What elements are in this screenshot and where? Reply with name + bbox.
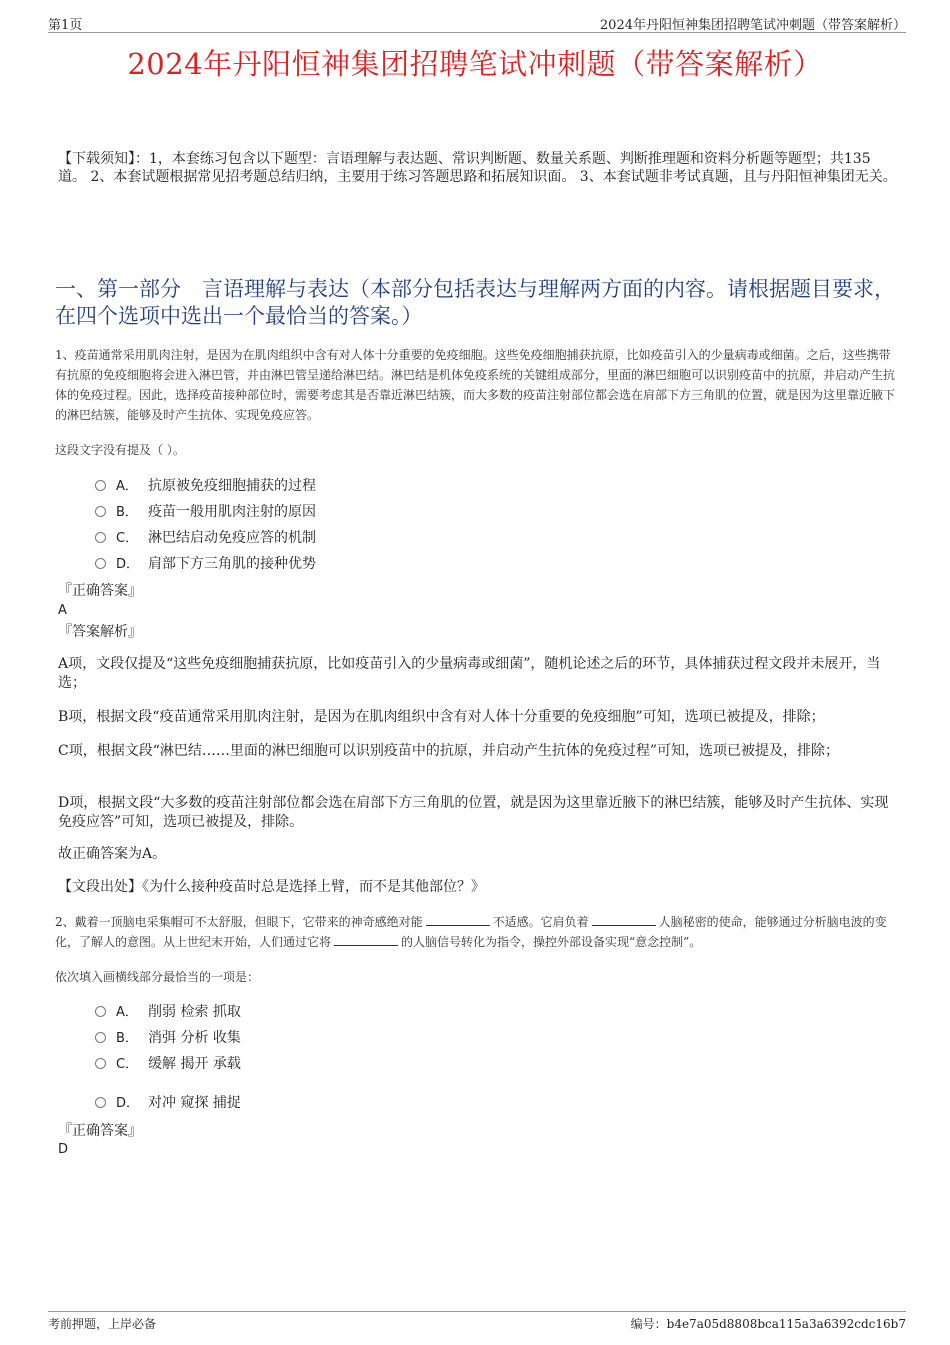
page-footer — [48, 1311, 906, 1331]
q2-answer: D — [58, 1142, 69, 1157]
page-number: 第1页 — [48, 18, 83, 33]
section-heading: 一、第一部分 言语理解与表达（本部分包括表达与理解两方面的内容。请根据题目要求，在四个选项中选出一个最恰当的答案。） — [55, 277, 895, 328]
q2-passage: 2、戴着一顶脑电采集帽可不太舒服，但眼下，它带来的神奇感绝对能 不适感。它肩负着 人脑秘密的使命，能够通过分析脑电波的变化，了解人的意图。从上世纪末开始，人们通过它将 的人脑信号转化为指令，操控外部设备实现“意念控制”。 — [55, 915, 887, 949]
header-doc-title: 2024年丹阳恒神集团招聘笔试冲刺题（带答案解析） — [599, 18, 906, 33]
footer-doc-id: 编号：b4e7a05d8808bca115a3a6392cdc16b7 — [630, 1317, 906, 1331]
q1-option-d[interactable]: D． 肩部下方三角肌的接种优势 — [95, 555, 316, 574]
fill-blank — [592, 913, 656, 926]
q2-stem: 依次填入画横线部分最恰当的一项是： — [55, 970, 260, 984]
q1-stem: 这段文字没有提及（ ）。 — [55, 443, 185, 457]
radio-icon[interactable] — [95, 506, 106, 517]
q2-option-b[interactable]: B． 消弭 分析 收集 — [95, 1029, 241, 1048]
q1-source: 【文段出处】《为什么接种疫苗时总是选择上臂，而不是其他部位？》 — [58, 879, 485, 895]
q1-analysis-d: D项，根据文段“大多数的疫苗注射部位都会选在肩部下方三角肌的位置，就是因为这里靠近腋下的淋巴结簇，能够及时产生抗体、实现免疫应答”可知，选项已被提及，排除。 — [58, 795, 889, 830]
radio-icon[interactable] — [95, 532, 106, 543]
q1-conclusion: 故正确答案为A。 — [58, 846, 167, 862]
fill-blank — [334, 933, 398, 946]
radio-icon[interactable] — [95, 1097, 106, 1108]
q1-answer-label: 『正确答案』 — [58, 583, 142, 599]
radio-icon[interactable] — [95, 1032, 106, 1043]
page-title: 2024年丹阳恒神集团招聘笔试冲刺题（带答案解析） — [127, 47, 823, 81]
q1-option-b[interactable]: B． 疫苗一般用肌肉注射的原因 — [95, 503, 316, 522]
radio-icon[interactable] — [95, 1058, 106, 1069]
q2-option-c[interactable]: C． 缓解 揭开 承载 — [95, 1055, 241, 1074]
footer-slogan: 考前押题，上岸必备 — [48, 1317, 157, 1331]
radio-icon[interactable] — [95, 1006, 106, 1017]
q1-analysis-label: 『答案解析』 — [58, 624, 142, 640]
q2-option-d[interactable]: D． 对冲 窥探 捕捉 — [95, 1094, 241, 1113]
q2-answer-label: 『正确答案』 — [58, 1123, 142, 1139]
q2-option-a[interactable]: A． 削弱 检索 抓取 — [95, 1003, 241, 1022]
q1-passage: 1、疫苗通常采用肌肉注射，是因为在肌肉组织中含有对人体十分重要的免疫细胞。这些免疫细胞捕获抗原，比如疫苗引入的少量病毒或细菌。之后，这些携带有抗原的免疫细胞将会进入淋巴管，并由淋巴管呈递给淋巴结。淋巴结是机体免疫系统的关键组成部分，里面的淋巴细胞可以识别疫苗中的抗原，并启动产生抗体的免疫过程。因此，选择疫苗接种部位时，需要考虑其是否靠近淋巴结簇，而大多数的疫苗注射部位都会选在肩部下方三角肌的位置，就是因为这里靠近腋下的淋巴结簇，能够及时产生抗体、实现免疫应答。 — [55, 348, 896, 422]
q1-option-c[interactable]: C． 淋巴结启动免疫应答的机制 — [95, 529, 316, 548]
page-header — [48, 14, 906, 33]
radio-icon[interactable] — [95, 558, 106, 569]
q1-analysis-b: B项，根据文段“疫苗通常采用肌肉注射，是因为在肌肉组织中含有对人体十分重要的免疫细胞”可知，选项已被提及，排除； — [58, 709, 825, 725]
q1-analysis-a: A项，文段仅提及“这些免疫细胞捕获抗原，比如疫苗引入的少量病毒或细菌”，随机论述之后的环节，具体捕获过程文段并未展开，当选； — [58, 656, 881, 691]
radio-icon[interactable] — [95, 480, 106, 491]
download-notice: 【下载须知】：1，本套练习包含以下题型：言语理解与表达题、常识判断题、数量关系题、判断推理题和资料分析题等题型；共135道。 2、本套试题根据常见招考题总结归纳，主要用于练习答题思路和拓展知识面。 3、本套试题非考试真题，且与丹阳恒神集团无关。 — [58, 151, 897, 185]
q1-option-a[interactable]: A． 抗原被免疫细胞捕获的过程 — [95, 477, 316, 496]
q1-analysis-c: C项，根据文段“淋巴结……里面的淋巴细胞可以识别疫苗中的抗原，并启动产生抗体的免疫过程”可知，选项已被提及，排除； — [58, 743, 840, 759]
q1-answer: A — [58, 603, 67, 618]
fill-blank — [426, 913, 490, 926]
